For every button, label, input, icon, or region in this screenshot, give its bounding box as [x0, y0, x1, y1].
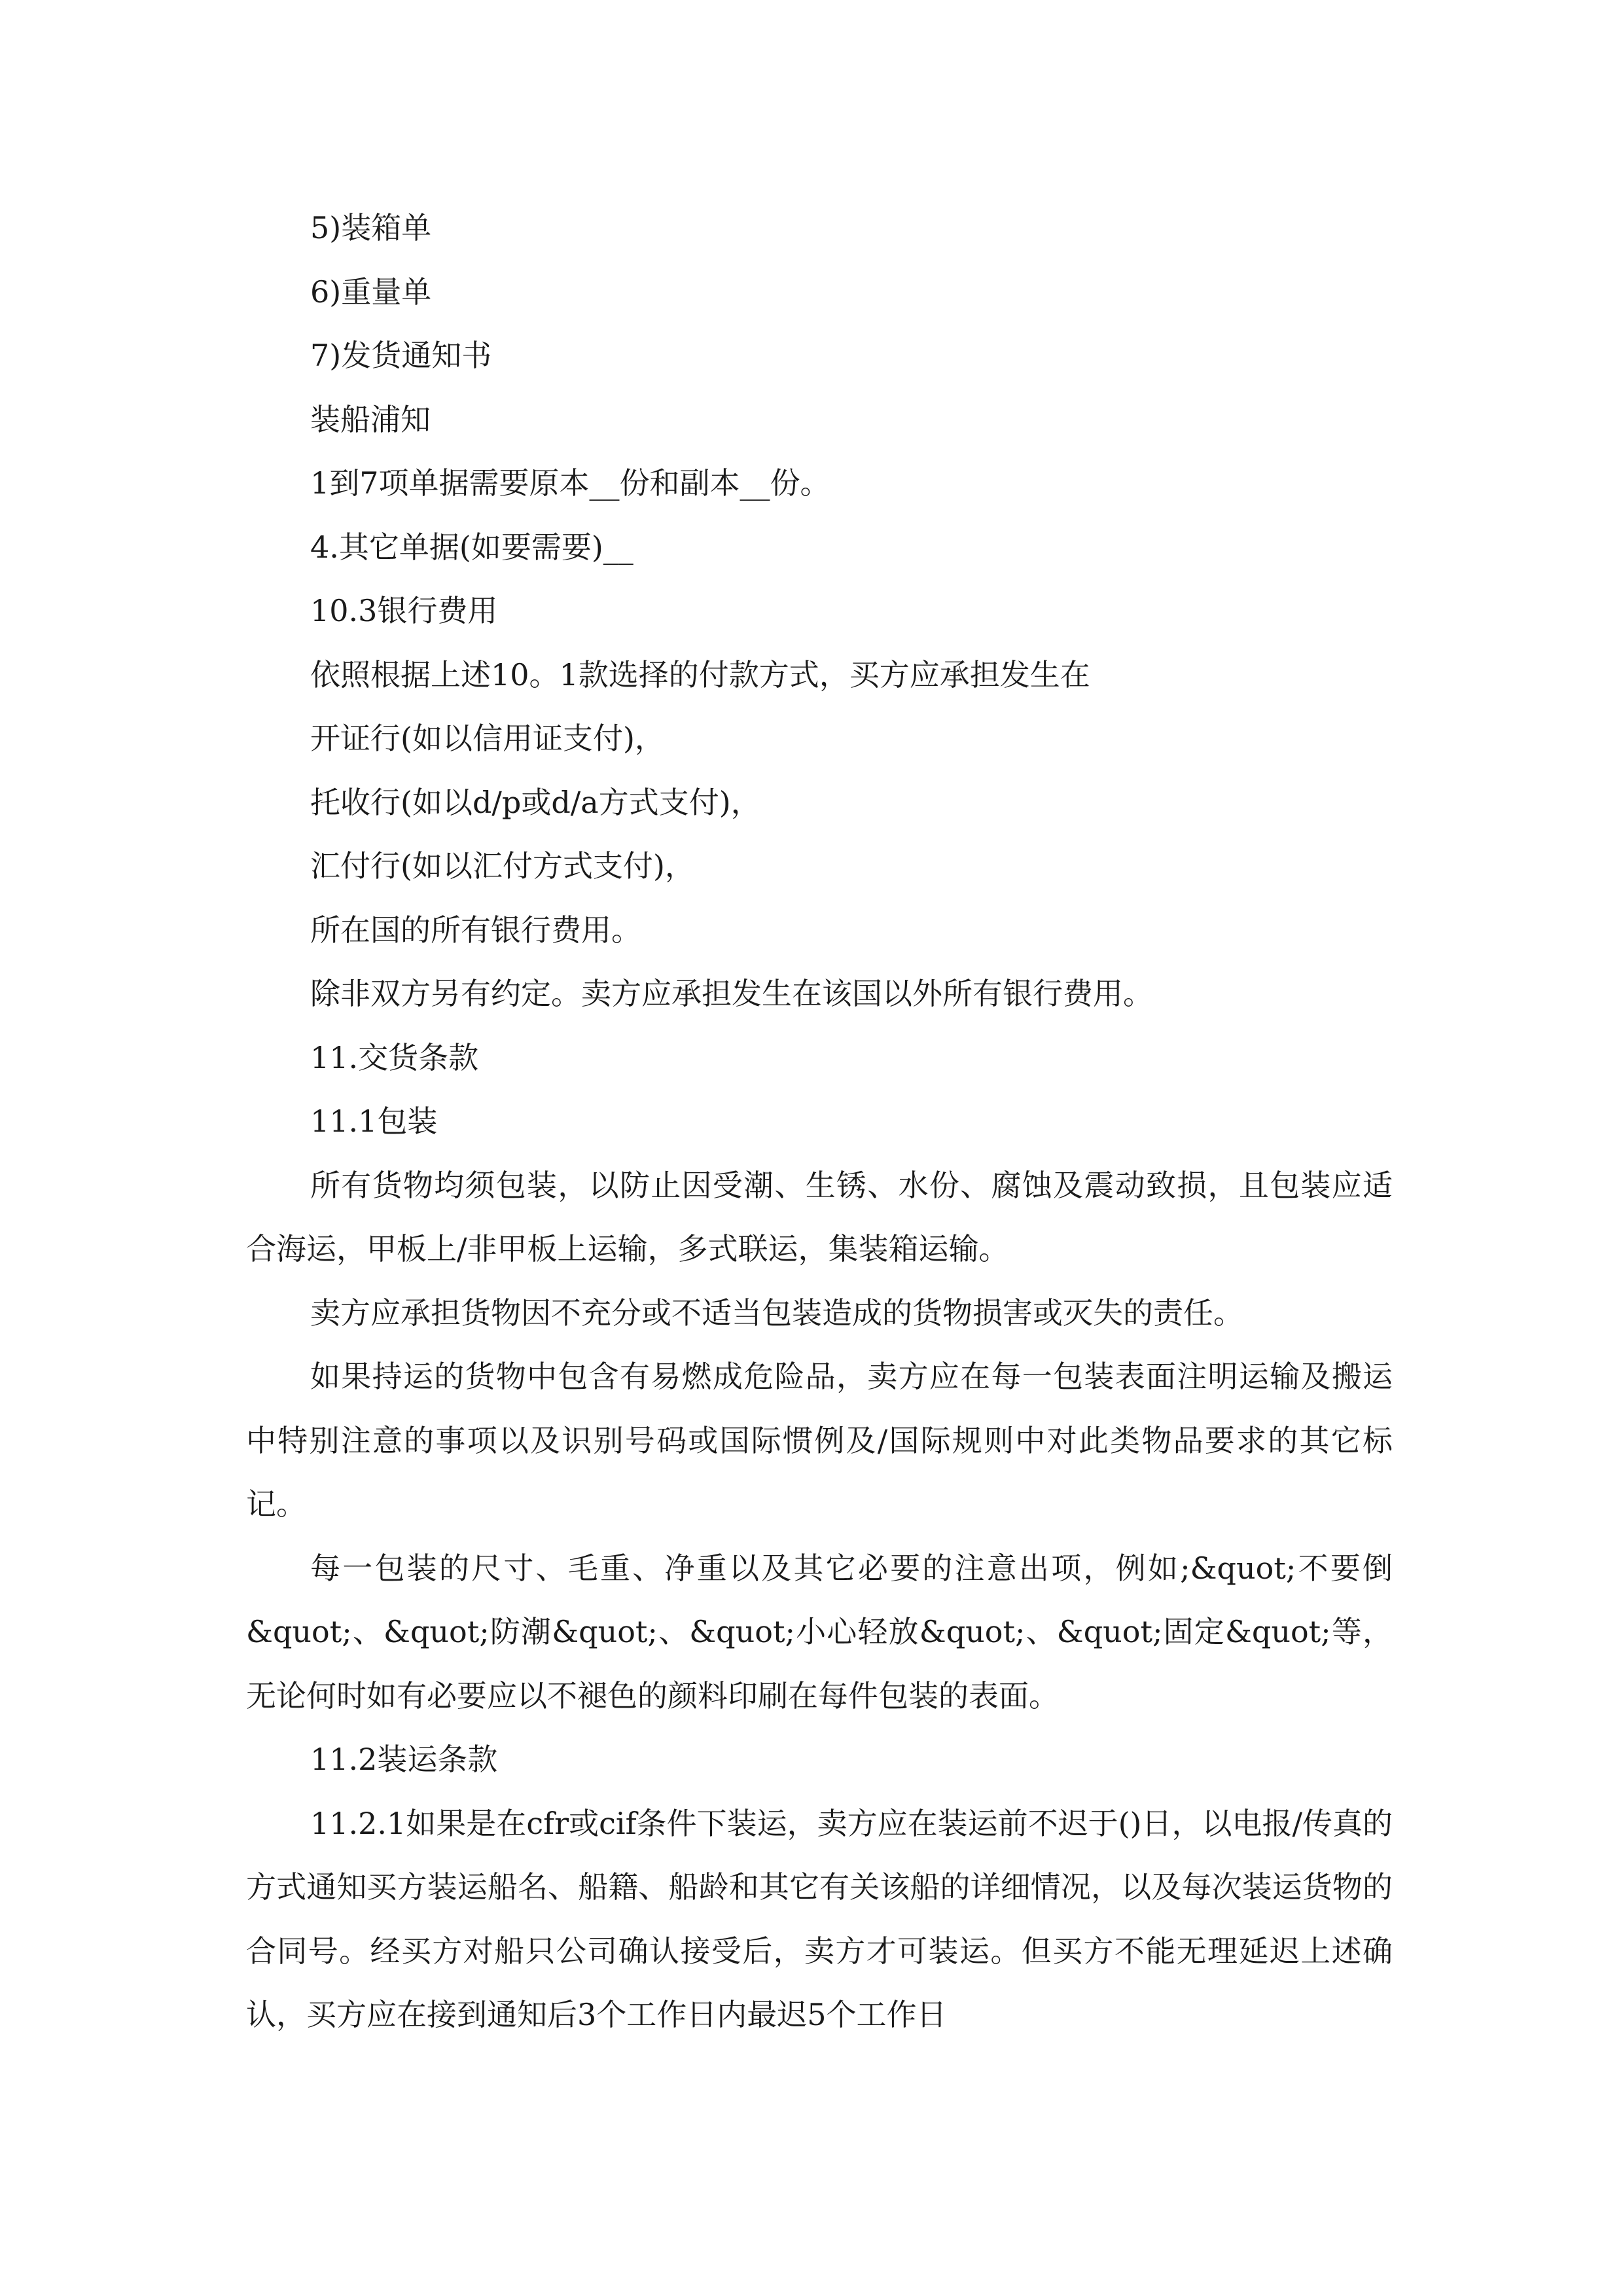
body-paragraph: 所有货物均须包装，以防止因受潮、生锈、水份、腐蚀及震动致损，且包装应适合海运，甲板上/非甲板上运输，多式联运，集装箱运输。 [246, 1167, 1393, 1266]
list-item: 7)发货通知书 [310, 338, 492, 373]
body-paragraph: 卖方应承担货物因不充分或不适当包装造成的货物损害或灭失的责任。 [310, 1295, 1243, 1331]
document-body [246, 196, 1393, 2047]
list-item: 4.其它单据(如要需要)__ [310, 529, 633, 565]
list-item: 开证行(如以信用证支付)， [310, 721, 665, 756]
list-item: 6)重量单 [310, 274, 432, 310]
section-heading: 11.2装运条款 [310, 1742, 498, 1777]
section-heading: 10.3银行费用 [310, 593, 498, 628]
list-item: 装船浦知 [310, 401, 431, 437]
list-item: 所在国的所有银行费用。 [310, 912, 641, 948]
list-item: 除非双方另有约定。卖方应承担发生在该国以外所有银行费用。 [310, 976, 1153, 1011]
body-paragraph: 每一包装的尺寸、毛重、净重以及其它必要的注意出项，例如;&quot;不要倒&quot;、&quot;防潮&quot;、&quot;小心轻放&quot;、&quot;固定&quot;等，无论何时如有必要应以不褪色的颜料印刷在每件包装的表面。 [246, 1550, 1393, 1713]
list-item: 托收行(如以d/p或d/a方式支付)， [310, 784, 761, 820]
list-item: 5)装箱单 [310, 210, 432, 245]
list-item: 1到7项单据需要原本__份和副本__份。 [310, 465, 830, 501]
list-item: 汇付行(如以汇付方式支付)， [310, 848, 695, 884]
section-heading: 11.1包装 [310, 1103, 438, 1139]
body-paragraph: 如果持运的货物中包含有易燃成危险品，卖方应在每一包装表面注明运输及搬运中特别注意的事项以及识别号码或国际惯例及/国际规则中对此类物品要求的其它标记。 [246, 1359, 1393, 1522]
section-heading: 11.交货条款 [310, 1039, 479, 1075]
body-paragraph: 11.2.1如果是在cfr或cif条件下装运，卖方应在装运前不迟于()日，以电报/传真的方式通知买方装运船名、船籍、船龄和其它有关该船的详细情况，以及每次装运货物的合同号。经买方对船只公司确认接受后，卖方才可装运。但买方不能无理延迟上述确认，买方应在接到通知后3个工作日内最迟5个工作日 [246, 1805, 1393, 2032]
list-item: 依照根据上述10。1款选择的付款方式，买方应承担发生在 [310, 656, 1090, 692]
